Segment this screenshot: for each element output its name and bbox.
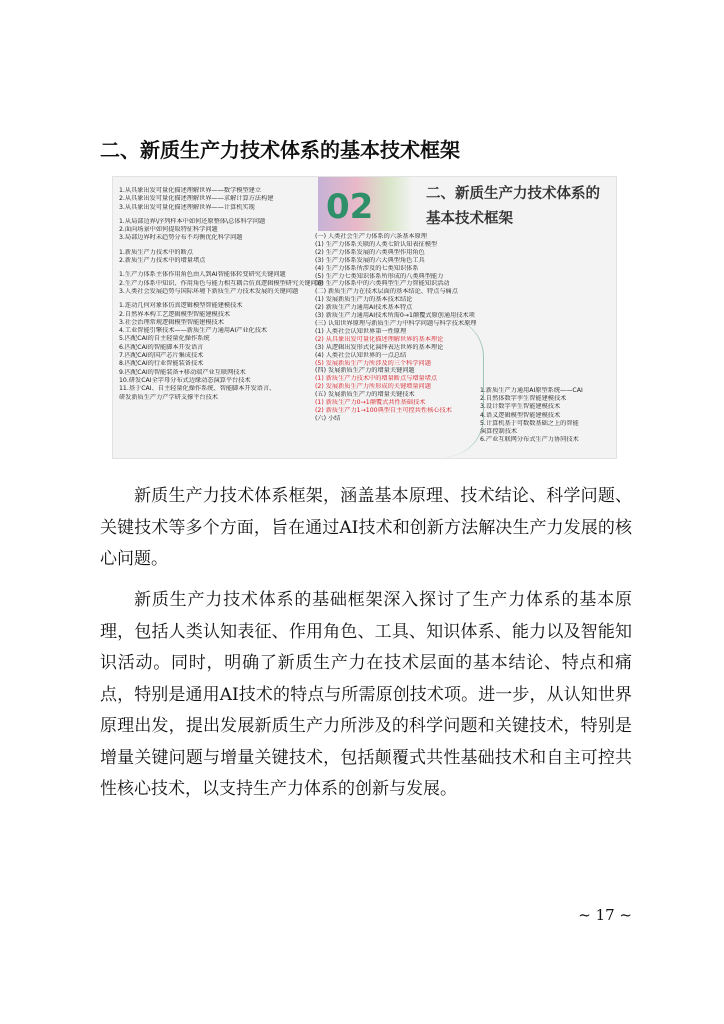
right-column-line: 2.自然体数字孪生智能建模技术 [480,395,567,403]
outline-line: (二) 新质生产力在技术层面的基本结论、特点与痛点 [315,288,458,296]
outline-line: (4) 生产力体系所涉及的七类知识体系 [315,264,419,272]
page-number: ~ 17 ~ [578,906,632,924]
left-block-line: 10.研发CAI全字母分布式边缘动态演算平台技术 [119,376,251,384]
outline-line: (3) 新质生产力通用AI技术所需0→1颠覆式原创通用技术项 [315,312,475,320]
outline-line: (1) 人类社会认知世界第一性原理 [315,327,407,335]
slide-left-column [119,187,325,408]
left-block [119,249,325,266]
outline-line: (1) 新质生产力技术中的增量断点与增量堵点 [315,375,438,383]
left-block-line: 1.从具象出发可量化描述理解世界——数学模型建立 [119,187,262,194]
outline-line: (2) 新质生产力通用AI技术基本特点 [315,304,413,312]
left-block [119,187,325,212]
left-block-line: 2.新质生产力技术中的增量堵点 [119,257,206,265]
left-block [119,271,325,296]
left-block-line: 9.匹配CAI的智能装备+移动端产业互联网技术 [119,368,246,376]
outline-line: (一) 人类社会生产力体系的六条基本原理 [315,233,427,240]
left-block-line: 1.生产力体系主体作用角色由人到AI智能体转变研究关键问题 [119,271,286,279]
outline-line: (六) 小结 [315,414,341,422]
slide-number: 02 [326,187,374,227]
left-block [119,218,325,243]
left-block-line: 1.新质生产力技术中的断点 [119,248,193,256]
outline-line: (5) 发展新质生产力所涉及的三个科学问题 [315,359,431,367]
outline-line: (1) 生产力体系关联的人类七阶认知表征模型 [315,240,438,248]
slide-title-line1: 二、新质生产力技术体系的 [426,186,600,202]
right-column-line: 6.产业互联网分布式生产力协同技术 [480,436,579,444]
left-block-line: 6.匹配CAI的智能脚本开发语言 [119,343,204,351]
outline-line: (3) 从逻辑出发形式化演绎表达世界的基本理论 [315,343,444,351]
left-block-line: 4.工业智能引擎技术——新质生产力通用AI产业化技术 [119,327,268,335]
slide-title-line2: 基本技术框架 [426,211,513,227]
right-column-line: 3.设计数字孪生智能建模技术 [480,403,561,411]
left-block-line: 3.人类社会发展趋势与国际环境下新质生产力技术发展的关键问题 [119,287,299,295]
outline-line: (五) 发展新质生产力的增量关键技术 [315,391,415,399]
left-block-line: 2.自然界本构工艺逻辑模型智能建模技术 [119,310,231,318]
right-column-line: 演算控制技术 [480,428,518,436]
slide-right-column [480,387,612,444]
paragraph-2: 新质生产力技术体系的基础框架深入探讨了生产力体系的基本原理，包括人类认知表征、作用角色、工具、知识体系、能力以及智能知识活动。同时，明确了新质生产力在技术层面的基本结论、特点和痛点，特别是通用AI技术的特点与所需原创技术项。进一步，从认知世界原理出发，提出发展新质生产力所涉及的科学问题和关键技术，特别是增量关键问题与增量关键技术，包括颠覆式共性基础技术和自主可控共性核心技术，以支持生产力体系的创新与发展。 [100,590,632,799]
outline-line: (4) 人类社会认知世界的一点总结 [315,351,407,359]
left-block-line: 11.基于CAI、自主轻量化操作系统、智能脚本开发语言、 [119,385,276,393]
right-column-line: 1.新质生产力通用AI原型系统——CAI [480,387,583,394]
left-block-line: 5.匹配CAI的自主轻量化操作系统 [119,335,210,343]
paragraph-1: 新质生产力技术体系框架，涵盖基本原理、技术结论、科学问题、关键技术等多个方面，旨在通过AI技术和创新方法解决生产力发展的核心问题。 [100,486,632,569]
outline-line: (5) 生产力七类知识体系所形成的八类典型能力 [315,272,444,280]
left-block-line: 3.从具象出发可量化描述理解世界——计算机实现 [119,203,255,211]
outline-line: (6) 生产力体系中的六类典型生产力智能知识活动 [315,280,450,288]
outline-line: (2) 生产力体系发展的六类典型作用角色 [315,248,425,256]
outline-line: (2) 从具象出发可量化描述理解世界的基本理论 [315,335,444,343]
right-column-line: 5.计算机基于可数数基础之上的智能 [480,419,579,427]
left-block-line: 8.匹配CAI的行业智能装备技术 [119,360,204,368]
outline-line: (四) 发展新质生产力的增量关键问题 [315,367,415,375]
slide-banner [318,177,617,231]
left-block-line: 研发新质生产力产学研支撑平台技术 [119,393,218,401]
outline-line: (1) 新质生产力0→1颠覆式共性基础技术 [315,399,426,407]
left-block-line: 1.连动几何对象体仿真逻辑模型智能建模技术 [119,302,243,310]
framework-slide-image [112,176,617,459]
outline-line: (三) 认知世界原理与新质生产力中科学问题与科学技术原理 [315,319,477,327]
left-block-line: 2.从具象出发可量化描述理解世界——求解计算方法构建 [119,195,274,203]
outline-line: (2) 发展新质生产力所形成的关键增量问题 [315,383,431,391]
right-column-line: 4.语义逻辑模型智能建模技术 [480,411,561,419]
outline-line: (2) 新质生产力1→100典型自主可控共性核心技术 [315,406,452,414]
left-block-line: 7.匹配CAI的国产芯片集成技术 [119,352,204,360]
outline-line: (1) 发展新质生产力的基本技术结论 [315,296,413,304]
left-block-line: 3.社会治理常规逻辑模型智能建模技术 [119,318,224,326]
left-block-line: 3.局部边界时未趋势分布不均衡优化科学问题 [119,234,243,242]
left-block-line: 2.面向场景中如何提取特征科学问题 [119,226,218,234]
left-block-line: 2.生产力体系中知识、作用角色与能力相互耦合仿真逻辑模型研究关键问题 [119,279,323,287]
outline-line: (3) 生产力体系发展的六大典型角色工具 [315,256,425,264]
left-block [119,302,325,402]
left-block-line: 1.从局部边界\序列样本中如何还原整体\总体科学问题 [119,217,266,225]
section-heading: 二、新质生产力技术体系的基本技术框架 [100,138,460,162]
slide-bracket-line [443,317,484,457]
